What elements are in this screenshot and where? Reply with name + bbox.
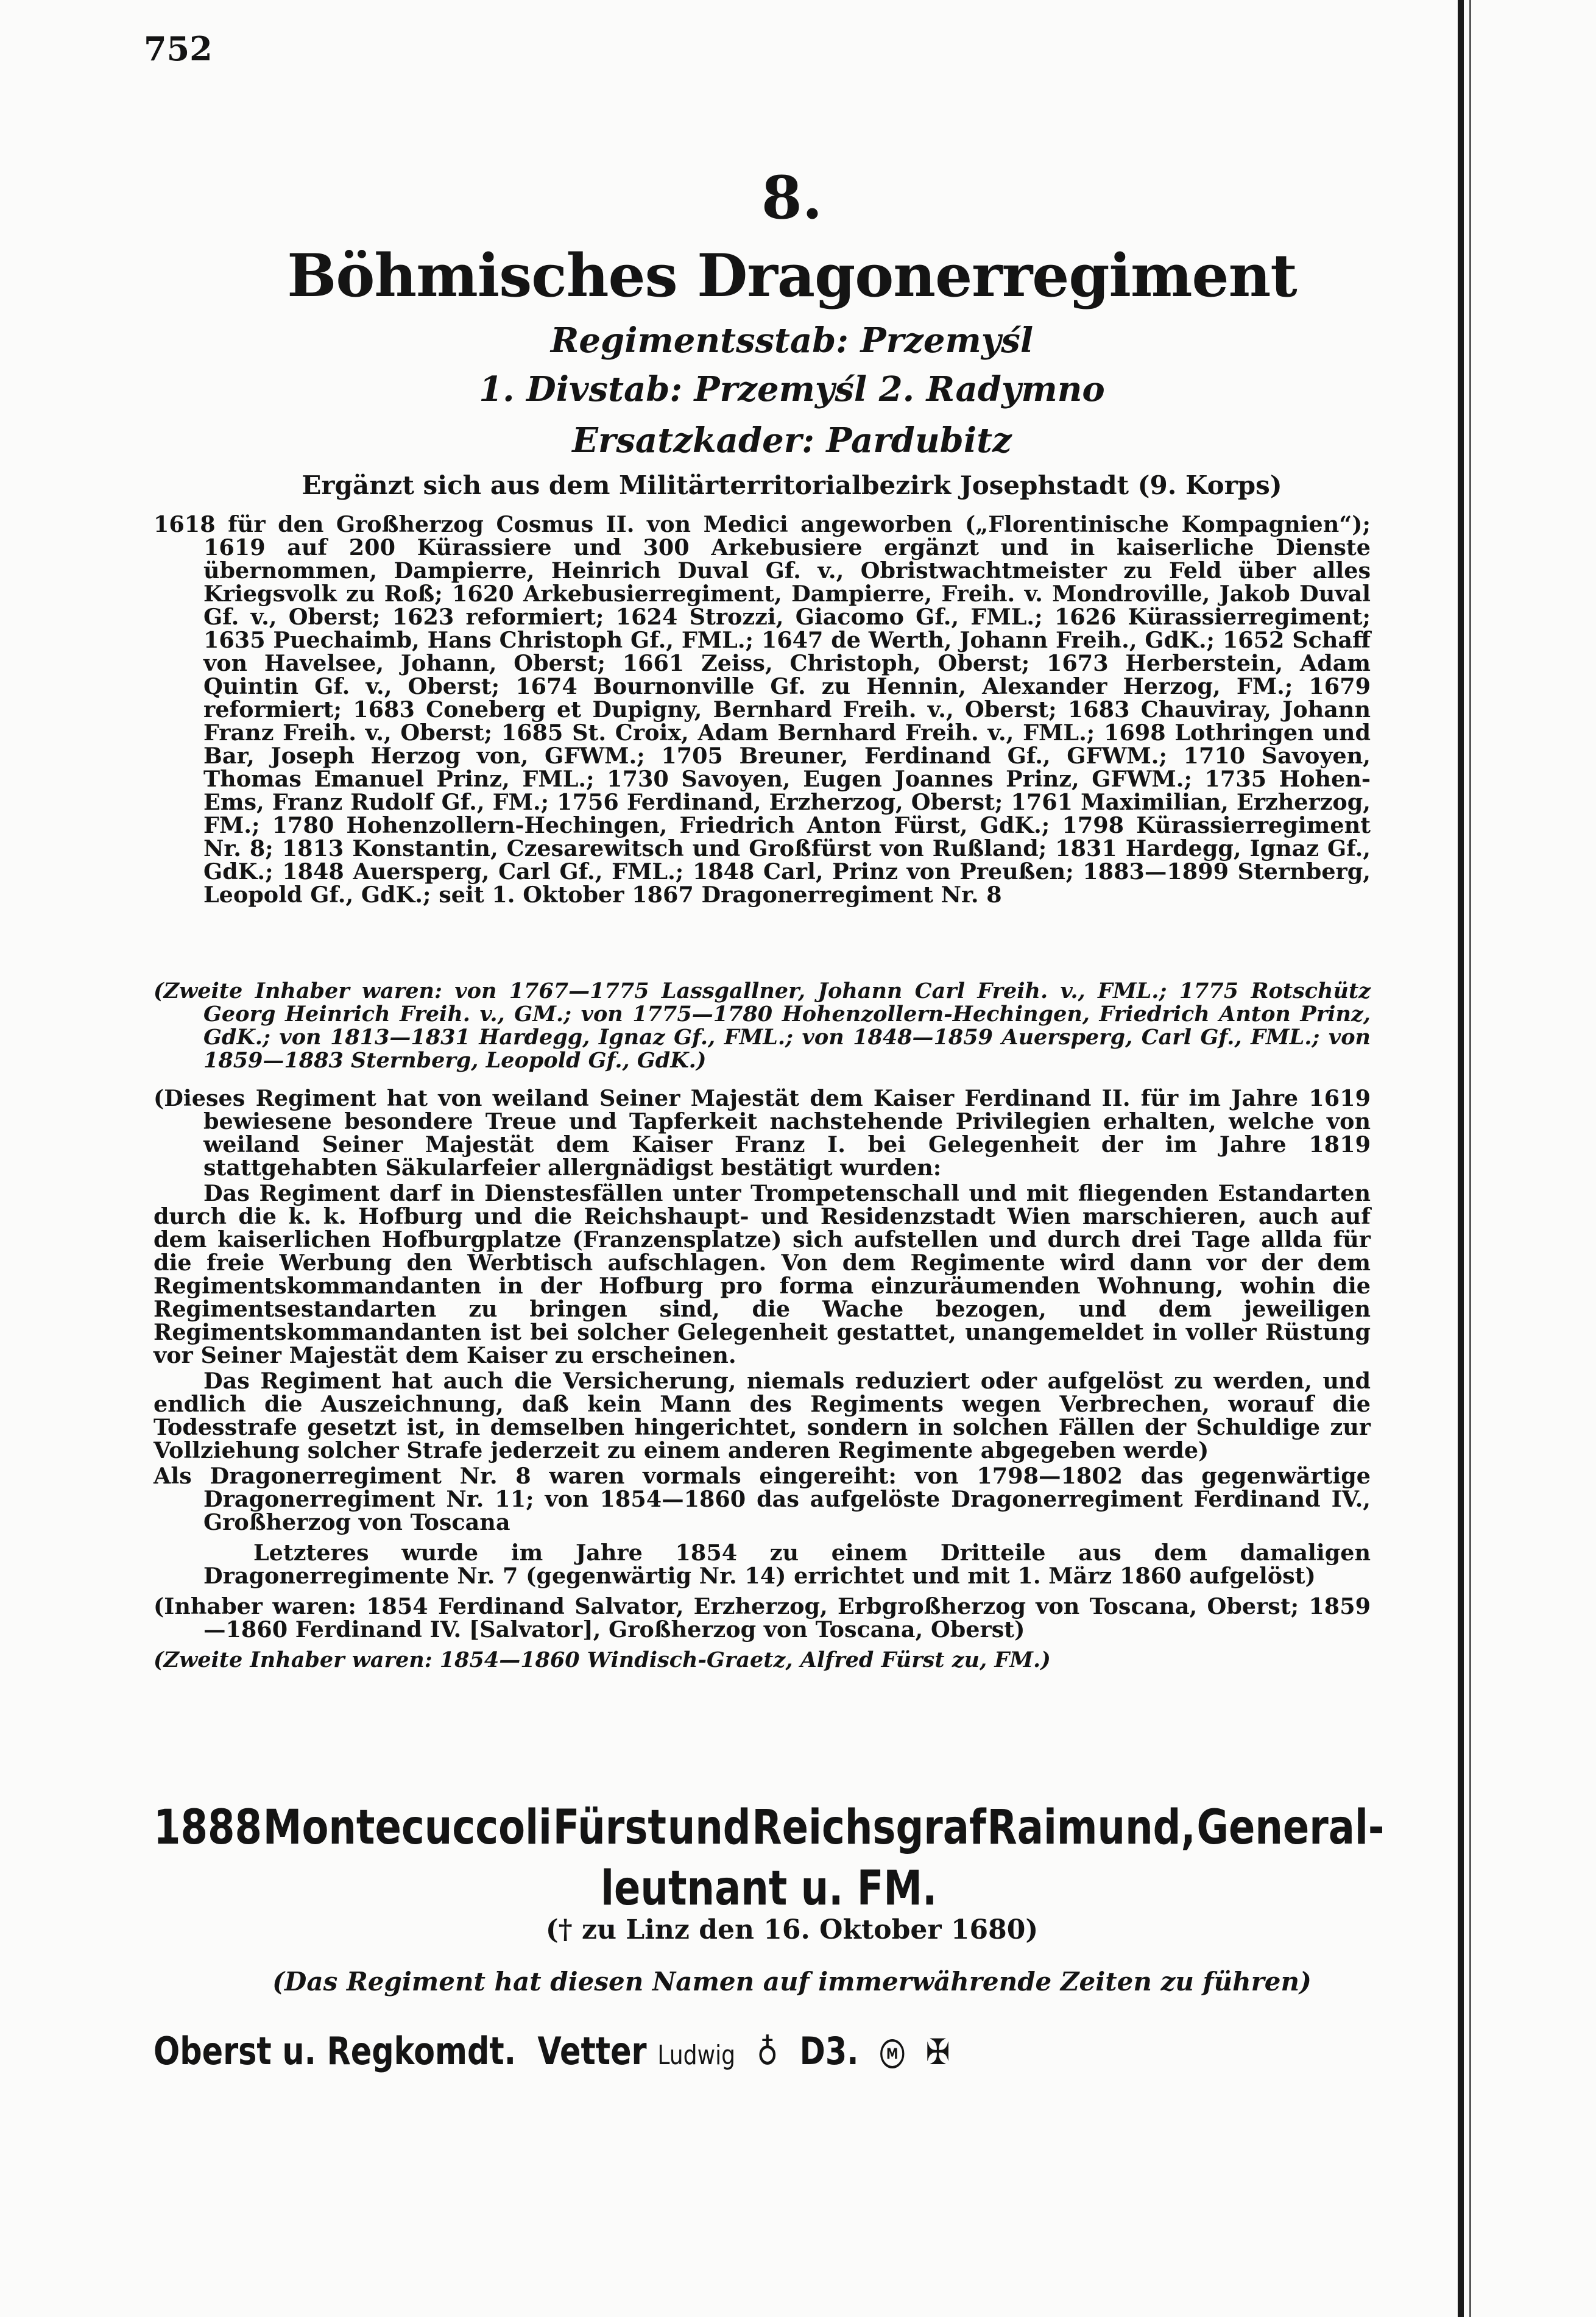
body-text bbox=[154, 513, 1371, 907]
regiment-name-note: (Das Regiment hat diesen Namen auf immerwährende Zeiten zu führen) bbox=[272, 1967, 1312, 1997]
privileg-intro: (Dieses Regiment hat von weiland Seiner Majestät dem Kaiser Ferdinand II. für im Jahre 1619 bewiesene besondere Treue und Tapferkeit nachstehende Privilegien erhalten, welche von weiland Seiner Majestät dem Kaiser Franz I. bei Gelegenheit der im Jahre 1819 stattgehabten Säkularfeier allergnädigst bestätigt wurden: bbox=[154, 1085, 1371, 1181]
divstab: 1. Divstab: Przemyśl 2. Radymno bbox=[479, 369, 1105, 409]
history-paragraph: 1618 für den Großherzog Cosmus II. von Medici angeworben („Florentinische Kompagnien“); 1619 auf 200 Kürassiere und 300 Arkebusiere ergänzt und in kaiserliche Dienste übernommen, Dampierre, Heinrich Duval Gf. v., Obristwachtmeister zu Feld über alles Kriegsvolk zu Roß; 1620 Arkebusierregiment, Dampierre, Freih. v. Mondroville, Jakob Duval Gf. v., Oberst; 1623 reformiert; 1624 Strozzi, Giacomo Gf., FML.; 1626 Kürassierregiment; 1635 Puechaimb, Hans Christoph Gf., FML.; 1647 de Werth, Johann Freih., GdK.; 1652 Schaff von Havelsee, Johann, Oberst; 1661 Zeiss, Christoph, Oberst; 1673 Herberstein, Adam Quintin Gf. v., Oberst; 1674 Bournonville Gf. zu Hennin, Alexander Herzog, FM.; 1679 reformiert; 1683 Coneberg et Dupigny, Bernhard Freih. v., Oberst; 1683 Chauviray, Johann Franz Freih. v., Oberst; 1685 St. Croix, Adam Bernhard Freih. v., FML.; 1698 Lothringen und Bar, Joseph Herzog von, GFWM.; 1705 Breuner, Ferdinand Gf., GFWM.; 1710 Savoyen, Thomas Emanuel Prinz, FML.; 1730 Savoyen, Eugen Joannes Prinz, GFWM.; 1735 Hohen-Ems, Franz Rudolf Gf., FM.; 1756 Ferdinand, Erzherzog, Oberst; 1761 Maximilian, Erzherzog, FM.; 1780 Hohenzollern-Hechingen, Friedrich Anton Fürst, GdK.; 1798 Kürassierregiment Nr. 8; 1813 Konstantin, Czesarewitsch und Großfürst von Rußland; 1831 Hardegg, Ignaz Gf., GdK.; 1848 Auersperg, Carl Gf., FML.; 1848 Carl, Prinz von Preußen; 1883—1899 Sternberg, Leopold Gf., GdK.; seit 1. Oktober 1867 Dragonerregiment Nr. 8 bbox=[154, 511, 1371, 908]
zweite-inhaber-1: (Zweite Inhaber waren: von 1767—1775 Lassgallner, Johann Carl Freih. v., FML.; 1775 Rotschütz Georg Heinrich Freih. v., GM.; von 1775—1780 Hohenzollern-Hechingen, Friedrich Anton Prinz, GdK.; von 1813—1831 Hardegg, Ignaz Gf., FML.; von 1848—1859 Auersperg, Carl Gf., FML.; von 1859—1883 Sternberg, Leopold Gf., GdK.) bbox=[154, 978, 1371, 1073]
name-line-2: leutnant u. FM. bbox=[601, 1861, 937, 1916]
commander-label: Oberst u. Regkomdt. bbox=[154, 2029, 517, 2073]
inhaber: (Inhaber waren: 1854 Ferdinand Salvator, Erzherzog, Erbgroßherzog von Toscana, Oberst; 1859—1860 Ferdinand IV. [Salvator], Großherzog von Toscana, Oberst) bbox=[154, 1593, 1371, 1643]
ergaenzt-line: Ergänzt sich aus dem Militärterritorialbezirk Josephstadt (9. Korps) bbox=[302, 470, 1282, 500]
zweite-inhaber-2: (Zweite Inhaber waren: 1854—1860 Windisch-Graetz, Alfred Fürst zu, FM.) bbox=[154, 1647, 1051, 1672]
death-note: († zu Linz den 16. Oktober 1680) bbox=[545, 1914, 1039, 1945]
name-year: 1888 bbox=[154, 1800, 263, 1855]
ersatzkader: Ersatzkader: Pardubitz bbox=[572, 420, 1012, 461]
name-part: Fürst bbox=[553, 1800, 666, 1855]
letzteres: Letzteres wurde im Jahre 1854 zu einem Dritteile aus dem damaligen Dragonerregimente Nr. 7 (gegenwärtig Nr. 14) errichtet und mit 1. März 1860 aufgelöst) bbox=[203, 1540, 1371, 1589]
commander-line bbox=[154, 2029, 950, 2073]
als-dragoner: Als Dragonerregiment Nr. 8 waren vormals eingereiht: von 1798—1802 das gegenwärtige Dragonerregiment Nr. 11; von 1854—1860 das aufgelöste Dragonerregiment Ferdinand IV., Großherzog von Toscana bbox=[154, 1463, 1371, 1535]
name-part: Reichsgraf bbox=[752, 1800, 986, 1855]
privileg-block bbox=[154, 1087, 1371, 1672]
decoration-icon: ♁ bbox=[757, 2031, 779, 2073]
name-part: und bbox=[667, 1800, 751, 1855]
medal-m-icon: M bbox=[880, 2039, 904, 2068]
zweite-inhaber-block bbox=[154, 980, 1371, 1072]
commander-surname: Vetter bbox=[537, 2029, 647, 2073]
name-part: Raimund, bbox=[987, 1800, 1196, 1855]
commander-d3: D3. bbox=[799, 2029, 859, 2073]
regiment-number: 8. bbox=[761, 163, 823, 232]
name-part: General- bbox=[1196, 1800, 1385, 1855]
regiment-title: Böhmisches Dragonerregiment bbox=[287, 241, 1297, 310]
commander-firstname: Ludwig bbox=[657, 2040, 736, 2071]
name-heading bbox=[154, 1797, 1384, 1919]
privileg-2: Das Regiment hat auch die Versicherung, niemals reduziert oder aufgelöst zu werden, und endlich die Auszeichnung, daß kein Mann des Regiments wegen Verbrechen, worauf die Todesstrafe gesetzt ist, in demselben hingerichtet, sondern in solchen Fällen der Schuldige zur Vollziehung solcher Strafe jederzeit zu einem anderen Regimente abgegeben werde) bbox=[154, 1368, 1371, 1463]
cross-icon: ✠ bbox=[925, 2031, 950, 2073]
scan-border-inner bbox=[1469, 0, 1471, 2317]
regimentsstab: Regimentsstab: Przemyśl bbox=[550, 320, 1034, 361]
page-number: 752 bbox=[144, 29, 213, 68]
scan-border bbox=[1458, 0, 1464, 2317]
name-line-1 bbox=[154, 1797, 1384, 1858]
privileg-1: Das Regiment darf in Dienstesfällen unter Trompetenschall und mit fliegenden Estandarten durch die k. k. Hofburg und die Reichshaupt- und Residenzstadt Wien marschieren, auch auf dem kaiserlichen Hofburgplatze (Franzensplatze) sich aufstellen und durch drei Tage allda für die freie Werbung den Werbtisch aufschlagen. Von dem Regimente wird dann vor der dem Regimentskommandanten in der Hofburg pro forma einzuräumenden Wohnung, wohin die Regimentsestandarten zu bringen sind, die Wache bezogen, und dem jeweiligen Regimentskommandanten ist bei solcher Gelegenheit gestattet, unangemeldet in voller Rüstung vor Seiner Majestät dem Kaiser zu erscheinen. bbox=[154, 1180, 1371, 1368]
name-part: Montecuccoli bbox=[263, 1800, 552, 1855]
